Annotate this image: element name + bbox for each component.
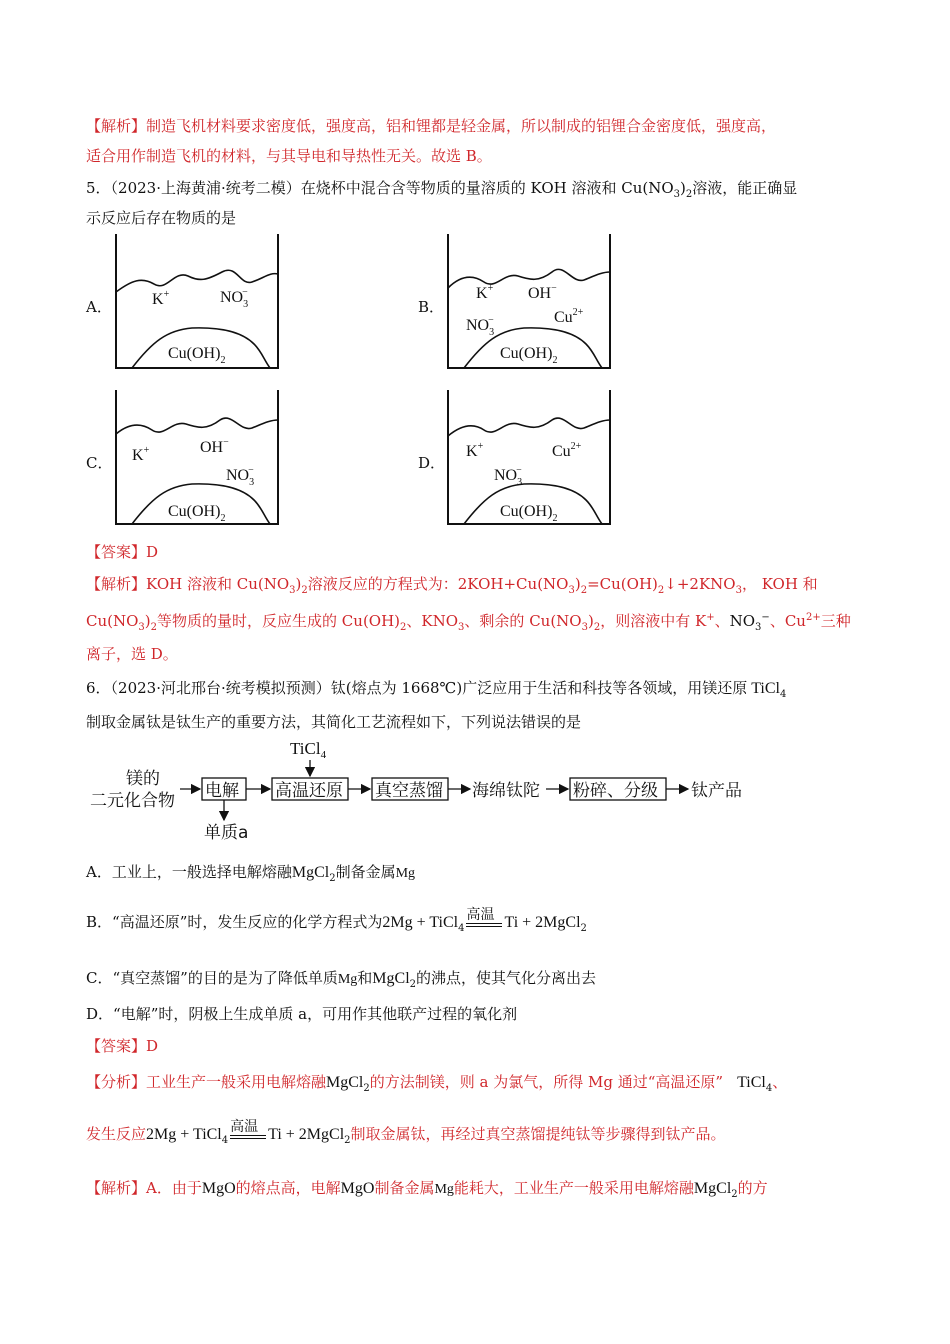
ion-cu2-plus: $Cu^{2+}$	[554, 307, 584, 326]
t: Mg	[395, 866, 416, 881]
flow-step1: 电解	[205, 781, 239, 801]
t: TiCl	[737, 1074, 766, 1091]
q5-answer: D	[146, 543, 159, 561]
t: B．“高温还原”时，发生反应的化学方程式为	[86, 913, 383, 931]
q5-analysis-line3	[86, 644, 864, 664]
ion-cu2-plus: $Cu^{2+}$	[552, 441, 582, 460]
sub: 2	[409, 979, 417, 990]
sub: 3	[735, 585, 742, 596]
t: 的沸点，使其气化分离出去	[416, 969, 597, 987]
analysis-tag: 【解析】	[86, 1179, 147, 1197]
t: )	[295, 575, 302, 593]
flow-start-line1: 镁的	[126, 769, 160, 789]
t: 的方	[737, 1179, 768, 1197]
beaker-b-diagram	[444, 232, 616, 372]
answer-tag: 【答案】	[86, 1037, 147, 1055]
sub: 3	[458, 622, 465, 633]
q5-number: 5．	[86, 179, 111, 197]
fenxi-tag: 【分析】	[86, 1073, 147, 1091]
q5-option-b-letter[interactable]: B．	[418, 298, 445, 316]
sub: 3	[568, 585, 575, 596]
ion-k-plus: K+	[132, 445, 150, 464]
condition-label: 高温	[230, 1119, 259, 1135]
ion-oh-minus: OH−	[200, 437, 229, 456]
precipitate-cuoh2: $Cu(OH)_2$	[168, 345, 226, 366]
q4-analysis-line1	[86, 116, 864, 136]
t: 的熔点高，电解	[235, 1179, 341, 1197]
beaker-d-diagram	[444, 388, 616, 528]
sub: 2	[685, 189, 693, 200]
ion-k-plus: K+	[466, 441, 484, 460]
sub: 2	[329, 873, 336, 884]
t: 2Mg + TiCl	[146, 1126, 222, 1143]
flow-start-line2: 二元化合物	[90, 791, 175, 811]
ion-k-plus: K+	[476, 283, 494, 302]
t: 2Mg + TiCl	[382, 914, 459, 931]
t: Mg	[337, 972, 358, 987]
flow-step3: 真空蒸馏	[375, 781, 443, 801]
q6-fenxi-line1	[86, 1072, 864, 1099]
t: C．“真空蒸馏”的目的是为了降低单质	[86, 969, 338, 987]
flow-reagent-text: TiCl	[290, 739, 321, 758]
analysis-tag: 【解析】	[86, 117, 147, 135]
ion-k-plus: K+	[152, 289, 170, 308]
q5-stem-line1	[86, 178, 864, 205]
t: ， KOH 和	[741, 575, 818, 593]
flow-mid: 海绵钛陀	[472, 781, 540, 801]
sub: 3	[755, 622, 762, 633]
sub: 3	[581, 622, 588, 633]
sup: −	[761, 612, 770, 623]
t: 的方法制镁，则 a 为氯气，所得 Mg 通过“高温还原”	[369, 1073, 724, 1091]
sub: 2	[580, 923, 587, 934]
sub: 2	[363, 1083, 370, 1094]
q4-analysis-line2	[86, 146, 864, 166]
flow-step4: 粉碎、分级	[573, 781, 658, 801]
sup: +	[706, 612, 715, 623]
flow-reagent	[290, 739, 327, 761]
sub: 3	[289, 585, 296, 596]
sub: 3	[138, 622, 145, 633]
t: D．“电解”时，阴极上生成单质 a，可用作其他联产过程的氧化剂	[86, 1005, 518, 1023]
q6-fenxi-line2	[86, 1119, 864, 1150]
q6-jiexi-line1	[86, 1178, 864, 1205]
t: 和	[357, 969, 373, 987]
t: 、	[772, 1073, 788, 1091]
flow-step2: 高温还原	[275, 781, 343, 801]
t: 、剩余的 Cu(NO	[464, 612, 582, 630]
ion-no3-minus: $NO_3-$	[226, 465, 255, 488]
t: )	[574, 575, 581, 593]
q6-source: （2023·河北邢台·统考模拟预测）	[110, 679, 331, 697]
sub: 2	[400, 622, 407, 633]
ion-no3-minus: $NO_3-$	[220, 287, 249, 310]
q5-analysis-line1	[86, 574, 864, 601]
sub: 3	[673, 189, 681, 200]
q4-analysis-text1: 制造飞机材料要求密度低，强度高，铝和锂都是轻金属，所以制成的铝锂合金密度低，强度高，	[146, 117, 777, 135]
t: 发生反应	[86, 1125, 147, 1143]
q5-stem-text: 溶液，能正确显	[692, 179, 798, 197]
t: 钛(熔点为 1668℃)广泛应用于生活和科技等各领域，用镁还原	[330, 679, 748, 697]
q5-source: （2023·上海黄浦·统考二模）	[110, 179, 301, 197]
q5-stem-text: 在烧杯中混合含等物质的量溶质的 KOH 溶液和 Cu(NO	[300, 179, 674, 197]
t: 、Cu	[769, 612, 806, 630]
answer-tag: 【答案】	[86, 543, 147, 561]
t: 离子，选 D。	[86, 645, 178, 663]
precipitate-cuoh2: $Cu(OH)_2$	[500, 345, 558, 366]
t: MgCl	[291, 864, 330, 881]
t: A．由于	[146, 1179, 202, 1197]
t: 制取金属钛，再经过真空蒸馏提纯钛等步骤得到钛产品。	[350, 1125, 726, 1143]
t: ，则溶液中有 K	[600, 612, 707, 630]
q5-answer-line	[86, 542, 864, 562]
process-flow-diagram	[86, 738, 766, 844]
q6-stem-line1	[86, 678, 864, 705]
condition-label: 高温	[466, 907, 495, 923]
t: 、KNO	[406, 612, 459, 630]
sub: 4	[779, 689, 787, 700]
t: NO	[729, 612, 756, 630]
sub: 2	[301, 585, 308, 596]
flow-end: 钛产品	[691, 781, 742, 801]
t: Ti + 2MgCl	[504, 914, 581, 931]
t: 制备金属	[335, 863, 396, 881]
sub: 2	[731, 1189, 738, 1200]
sub: 4	[765, 1083, 773, 1094]
q6-answer-line	[86, 1036, 864, 1056]
q5-option-a-letter[interactable]: A．	[86, 298, 112, 316]
q5-option-c-letter[interactable]: C．	[86, 454, 113, 472]
t: 制取金属钛是钛生产的重要方法，其简化工艺流程如下，下列说法错误的是	[86, 713, 582, 731]
sub: 2	[580, 585, 588, 596]
sub: 4	[221, 1135, 229, 1146]
t: 能耗大，工业生产一般采用电解熔融	[453, 1179, 694, 1197]
q4-analysis-text2: 适合用作制造飞机的材料，与其导电和导热性无关。故选 B。	[86, 147, 492, 165]
t: 制备金属	[374, 1179, 435, 1197]
beaker-c-diagram	[112, 388, 284, 528]
t: MgO	[340, 1180, 375, 1197]
analysis-tag: 【解析】	[86, 575, 147, 593]
q6-number: 6．	[86, 679, 111, 697]
t: Cu(NO	[86, 612, 139, 630]
t: MgO	[201, 1180, 236, 1197]
ion-oh-minus: OH−	[528, 283, 557, 302]
flow-reagent-sub: 4	[320, 749, 327, 761]
precipitate-cuoh2: $Cu(OH)_2$	[500, 503, 558, 524]
t: 三种	[820, 612, 851, 630]
t: MgCl	[693, 1180, 732, 1197]
t: )	[587, 612, 594, 630]
t: MgCl	[372, 970, 410, 987]
t: )	[144, 612, 151, 630]
q6-option-a[interactable]	[86, 862, 864, 889]
t: MgCl	[326, 1074, 364, 1091]
ion-no3-minus: $NO_3-$	[494, 465, 523, 488]
t: ↓+2KNO	[664, 575, 736, 593]
q6-stem-line2	[86, 712, 864, 732]
q5-analysis-line2	[86, 608, 864, 638]
t: Ti + 2MgCl	[268, 1126, 345, 1143]
t: 、	[714, 612, 730, 630]
beaker-a-diagram	[112, 232, 284, 372]
flow-byproduct: 单质a	[204, 823, 249, 843]
t: TiCl	[751, 680, 780, 697]
t: KOH 溶液和 Cu(NO	[146, 575, 290, 593]
q5-stem-line2	[86, 208, 864, 228]
q6-answer: D	[146, 1037, 159, 1055]
q6-option-b[interactable]	[86, 907, 864, 938]
sub: 2	[150, 622, 158, 633]
sub: 4	[458, 923, 465, 934]
q5-stem-text: 示反应后存在物质的是	[86, 209, 237, 227]
precipitate-cuoh2: $Cu(OH)_2$	[168, 503, 226, 524]
t: 工业生产一般采用电解熔融	[146, 1073, 327, 1091]
ion-no3-minus: $NO_3-$	[466, 315, 495, 338]
t: 等物质的量时，反应生成的 Cu(OH)	[157, 612, 401, 630]
sub: 2	[657, 585, 665, 596]
q6-option-c[interactable]	[86, 968, 864, 995]
sub: 2	[344, 1135, 351, 1146]
sub: 2	[593, 622, 601, 633]
t: 溶液反应的方程式为：2KOH+Cu(NO	[307, 575, 569, 593]
t: =Cu(OH)	[587, 575, 658, 593]
sup: 2+	[805, 612, 821, 623]
t: A．工业上，一般选择电解熔融	[86, 863, 292, 881]
t: Mg	[434, 1182, 454, 1197]
q6-option-d[interactable]	[86, 1004, 864, 1024]
q5-stem-text: )	[680, 179, 686, 197]
q5-option-d-letter[interactable]: D．	[418, 454, 446, 472]
